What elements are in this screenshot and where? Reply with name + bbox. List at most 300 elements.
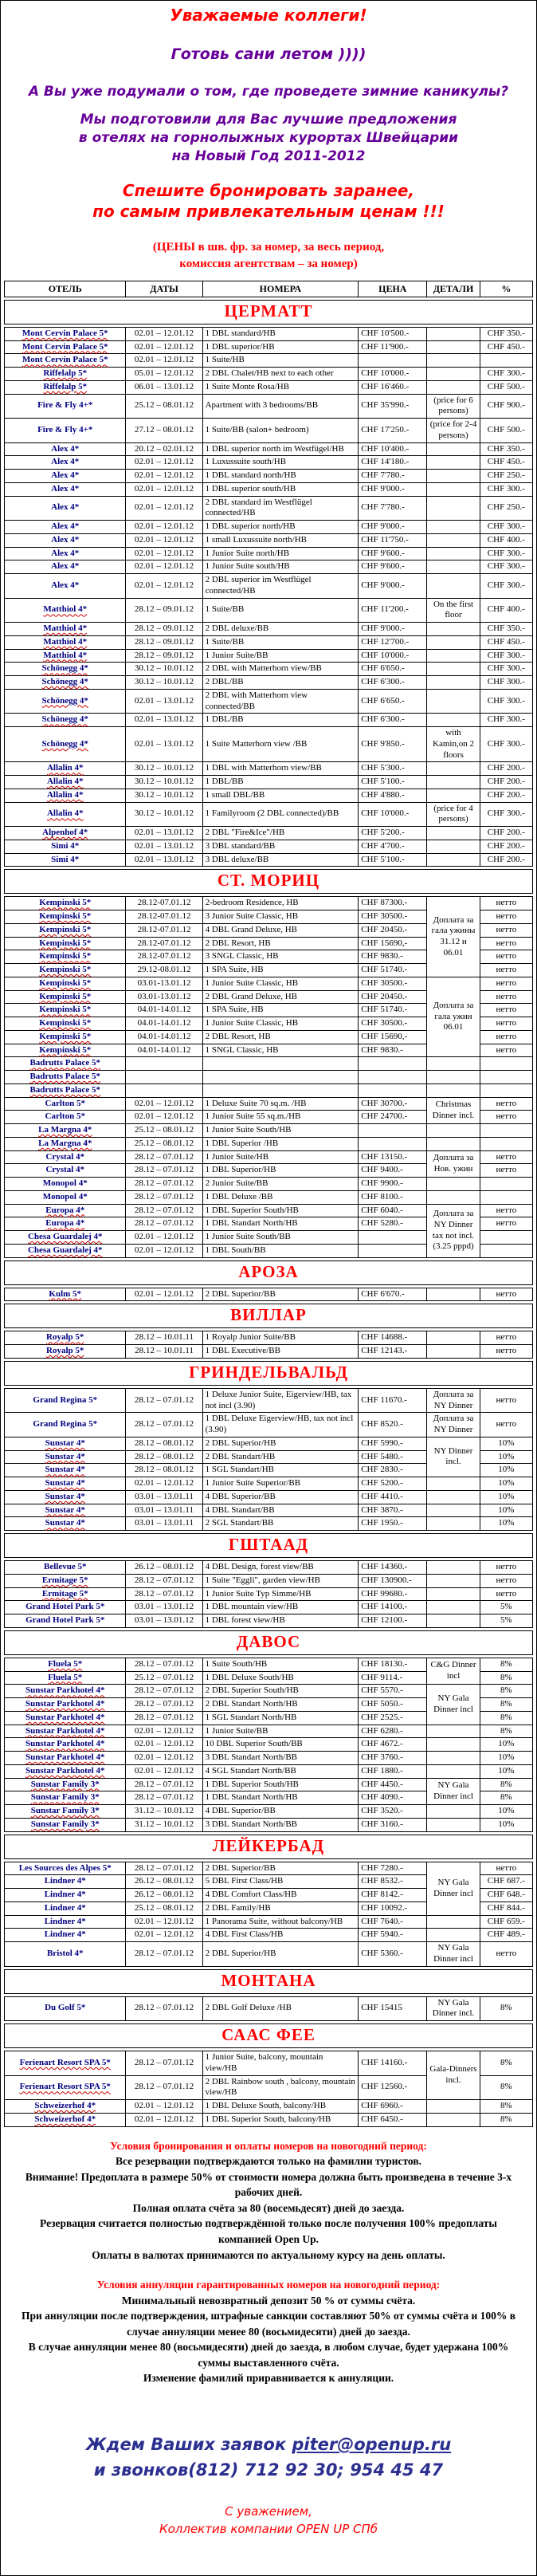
date-range: 02.01 – 13.01.12 xyxy=(126,727,202,762)
table-row xyxy=(5,482,533,496)
table-row xyxy=(5,1862,533,1875)
detail: On the first floor xyxy=(427,598,480,623)
room-type: 2 DBL deluxe/BB xyxy=(202,623,359,636)
table-row xyxy=(5,1915,533,1929)
booking-condition-line: Полная оплата счёта за 80 (восемьдесят) дней до заезда. xyxy=(132,2201,405,2214)
room-type: 3 DBL Standart North/BB xyxy=(202,1752,359,1765)
room-type: 1 DBL Superior/HB xyxy=(202,1164,359,1178)
hotel-name: Schönegg 4* xyxy=(5,663,126,676)
date-range: 25.12 – 07.01.12 xyxy=(126,1671,202,1685)
date-range: 28.12 – 07.01.12 xyxy=(126,1791,202,1805)
date-range: 25.12 – 08.01.12 xyxy=(126,1137,202,1150)
room-type: 3 DBL deluxe/BB xyxy=(202,853,359,867)
date-range: 02.01 – 13.01.12 xyxy=(126,714,202,727)
room-type: 2 Junior Suite/BB xyxy=(202,1178,359,1191)
room-type xyxy=(202,1071,359,1084)
table-row xyxy=(5,1345,533,1359)
hotel-name: Royalp 5* xyxy=(5,1345,126,1359)
price: CHF 6'300.- xyxy=(359,676,427,690)
price: CHF 9'000.- xyxy=(359,521,427,534)
price: CHF 6'650.- xyxy=(359,663,427,676)
hotel-name: Kempinski 5* xyxy=(5,977,126,990)
hotel-name: Alex 4* xyxy=(5,456,126,470)
room-type: 1 DBL superior south/HB xyxy=(202,482,359,496)
table-row xyxy=(5,1204,533,1217)
table-row xyxy=(5,1517,533,1531)
commission: нетто xyxy=(480,1587,532,1601)
commission xyxy=(480,1083,532,1097)
hotel-name: Schönegg 4* xyxy=(5,689,126,714)
commission: 8% xyxy=(480,1685,532,1698)
price: CHF 8532.- xyxy=(359,1875,427,1889)
commission: нетто xyxy=(480,990,532,1004)
detail xyxy=(427,1574,480,1587)
price: CHF 7280.- xyxy=(359,1862,427,1875)
room-type: 2 DBL Grand Deluxe, HB xyxy=(202,990,359,1004)
rates-table-montana xyxy=(4,1996,533,2022)
table-row xyxy=(5,1288,533,1301)
hotel-name: Kulm 5* xyxy=(5,1288,126,1301)
detail xyxy=(427,762,480,776)
table-row xyxy=(5,1942,533,1967)
hotel-name: Du Golf 5* xyxy=(5,1996,126,2021)
hotel-name: Crystal 4* xyxy=(5,1150,126,1164)
commission: нетто xyxy=(480,1097,532,1111)
hotel-name: Alex 4* xyxy=(5,533,126,547)
date-range: 02.01 – 12.01.12 xyxy=(126,1244,202,1257)
date-range: 02.01 – 12.01.12 xyxy=(126,1097,202,1111)
date-range xyxy=(126,1083,202,1097)
date-range: 27.12 – 08.01.12 xyxy=(126,419,202,443)
price: CHF 4090.- xyxy=(359,1791,427,1805)
hotel-name: Alex 4* xyxy=(5,470,126,483)
table-row xyxy=(5,1124,533,1138)
room-type: 1 Royalp Junior Suite/BB xyxy=(202,1331,359,1345)
date-range: 28.12 – 08.01.12 xyxy=(126,1450,202,1464)
table-row xyxy=(5,1685,533,1698)
date-range: 28.12-07.01.12 xyxy=(126,950,202,964)
price: CHF 35'990.- xyxy=(359,394,427,419)
hotel-name: Fluela 5* xyxy=(5,1658,126,1671)
hotel-name: Sunstar Parkhotel 4* xyxy=(5,1752,126,1765)
detail xyxy=(427,1057,480,1071)
table-row xyxy=(5,1587,533,1601)
commission: нетто xyxy=(480,977,532,990)
date-range: 03.01 – 13.01.11 xyxy=(126,1517,202,1531)
signoff-line-1: С уважением, xyxy=(225,2504,312,2519)
section-header-davos: ДАВОС xyxy=(4,1630,533,1655)
price-note xyxy=(1,239,536,273)
hotel-name: Lindner 4* xyxy=(5,1889,126,1902)
hotel-name: Sunstar Parkhotel 4* xyxy=(5,1764,126,1778)
table-row xyxy=(5,1996,533,2021)
commission: CHF 350.- xyxy=(480,442,532,456)
signoff-line-2: Коллектив компании OPEN UP СПб xyxy=(159,2521,378,2536)
date-range: 28.12-07.01.12 xyxy=(126,897,202,910)
column-header: % xyxy=(480,281,532,297)
table-row xyxy=(5,1614,533,1628)
room-type: 2-bedroom Residence, HB xyxy=(202,897,359,910)
commission xyxy=(480,1057,532,1071)
room-type: 2 SGL Standart/BB xyxy=(202,1517,359,1531)
price xyxy=(359,354,427,368)
date-range: 28.12 – 07.01.12 xyxy=(126,1942,202,1967)
room-type: 1 Suite "Eggli", garden view/HB xyxy=(202,1574,359,1587)
date-range: 02.01 – 12.01.12 xyxy=(126,1738,202,1752)
hotel-name: Kempinski 5* xyxy=(5,1030,126,1044)
table-row xyxy=(5,1725,533,1738)
date-range: 02.01 – 12.01.12 xyxy=(126,1111,202,1124)
commission: 8% xyxy=(480,1711,532,1725)
column-header-row xyxy=(5,281,533,297)
price: CHF 3760.- xyxy=(359,1752,427,1765)
commission: 10% xyxy=(480,1818,532,1831)
price: CHF 9'000.- xyxy=(359,574,427,599)
rates-table-st-moritz xyxy=(4,896,533,1257)
date-range: 28.12-07.01.12 xyxy=(126,923,202,937)
contact-block xyxy=(1,2432,536,2483)
table-row xyxy=(5,1601,533,1614)
commission xyxy=(480,354,532,368)
commission xyxy=(480,1190,532,1204)
room-type: 1 SGL Standart/HB xyxy=(202,1464,359,1477)
room-type: 1 Suite South/HB xyxy=(202,1658,359,1671)
date-range: 28.12 – 07.01.12 xyxy=(126,1413,202,1437)
hotel-name: Ermitage 5* xyxy=(5,1574,126,1587)
commission: нетто xyxy=(480,1217,532,1231)
hotel-name: Sunstar Parkhotel 4* xyxy=(5,1698,126,1712)
detail xyxy=(427,789,480,802)
hotel-name: Badrutts Palace 5* xyxy=(5,1057,126,1071)
date-range: 28.12 – 07.01.12 xyxy=(126,1388,202,1413)
date-range: 28.12 – 07.01.12 xyxy=(126,1217,202,1231)
date-range: 28.12 – 09.01.12 xyxy=(126,649,202,663)
hotel-name: Fire & Fly 4+* xyxy=(5,394,126,419)
spacer xyxy=(15,2263,522,2277)
hotel-name: Sunstar Parkhotel 4* xyxy=(5,1685,126,1698)
email-link[interactable]: piter@openup.ru xyxy=(292,2435,452,2454)
room-type: 1 Junior Suite Typ Simme/HB xyxy=(202,1587,359,1601)
detail: C&G Dinner incl xyxy=(427,1658,480,1685)
room-type xyxy=(202,1057,359,1071)
room-type: 1 Junior Suite Classic, HB xyxy=(202,1017,359,1031)
table-row xyxy=(5,1190,533,1204)
hotel-name: Les Sources des Alpes 5* xyxy=(5,1862,126,1875)
room-type: 2 DBL Superior/BB xyxy=(202,1862,359,1875)
price: CHF 1950.- xyxy=(359,1517,427,1531)
hotel-name: Allalin 4* xyxy=(5,802,126,827)
price: CHF 7640.- xyxy=(359,1915,427,1929)
date-range: 28.12 – 07.01.12 xyxy=(126,2051,202,2076)
room-type: 2 DBL Chalet/HB next to each other xyxy=(202,368,359,381)
contact-request-line xyxy=(1,2432,536,2458)
detail xyxy=(427,1124,480,1138)
detail xyxy=(427,676,480,690)
room-type: 2 DBL "Fire&Ice"/HB xyxy=(202,827,359,840)
detail xyxy=(427,776,480,789)
detail xyxy=(427,1517,480,1531)
date-range: 28.12 – 10.01.11 xyxy=(126,1345,202,1359)
commission: CHF 200.- xyxy=(480,853,532,867)
commission: нетто xyxy=(480,923,532,937)
commission: CHF 200.- xyxy=(480,789,532,802)
price: CHF 20450.- xyxy=(359,923,427,937)
table-row xyxy=(5,1413,533,1437)
column-header: ЦЕНА xyxy=(359,281,427,297)
hotel-name: Sunstar Parkhotel 4* xyxy=(5,1725,126,1738)
room-type: 1 Junior Suite north/HB xyxy=(202,547,359,560)
room-type: 1 Suite Matterhorn view /BB xyxy=(202,727,359,762)
room-type: 4 DBL Standart/BB xyxy=(202,1504,359,1517)
commission: CHF 350.- xyxy=(480,623,532,636)
hotel-name: Fluela 5* xyxy=(5,1671,126,1685)
commission: 10% xyxy=(480,1490,532,1504)
table-row xyxy=(5,1778,533,1791)
room-type: 1 DBL standard/HB xyxy=(202,327,359,340)
intro-line-1: Мы подготовили для Вас лучшие предложения xyxy=(80,112,457,128)
price: CHF 8100.- xyxy=(359,1190,427,1204)
price: CHF 3870.- xyxy=(359,1504,427,1517)
hotel-name: Schönegg 4* xyxy=(5,676,126,690)
detail xyxy=(427,368,480,381)
rates-table-grindelwald xyxy=(4,1388,533,1531)
detail xyxy=(427,1805,480,1819)
hotel-name: Kempinski 5* xyxy=(5,910,126,924)
booking-condition-line: Оплаты в валютах принимаются по актуальному курсу на день оплаты. xyxy=(92,2248,445,2261)
date-range: 02.01 – 13.01.12 xyxy=(126,840,202,853)
hotel-name: Kempinski 5* xyxy=(5,964,126,977)
commission: CHF 300.- xyxy=(480,663,532,676)
hurry-line-2: по самым привлекательным ценам !!! xyxy=(92,201,445,221)
detail: (price for 4 persons) xyxy=(427,802,480,827)
date-range: 30.12 – 10.01.12 xyxy=(126,762,202,776)
commission: нетто xyxy=(480,910,532,924)
room-type: 2 DBL Superior/HB xyxy=(202,1942,359,1967)
hotel-name: Sunstar 4* xyxy=(5,1437,126,1450)
detail xyxy=(427,482,480,496)
date-range: 28.12 – 07.01.12 xyxy=(126,1698,202,1712)
hotel-name: Mont Cervin Palace 5* xyxy=(5,354,126,368)
price: CHF 2525.- xyxy=(359,1711,427,1725)
hotel-name: Riffelalp 5* xyxy=(5,380,126,394)
date-range: 04.01-14.01.12 xyxy=(126,1030,202,1044)
price-note-line-2: комиссия агентствам – за номер) xyxy=(179,257,358,270)
room-type: 1 SGL Standart North/HB xyxy=(202,1711,359,1725)
detail xyxy=(427,533,480,547)
room-type: 1 DBL with Matterhorn view/BB xyxy=(202,762,359,776)
price: CHF 5050.- xyxy=(359,1698,427,1712)
commission: нетто xyxy=(480,1111,532,1124)
date-range: 28.12 – 09.01.12 xyxy=(126,635,202,649)
commission: 10% xyxy=(480,1517,532,1531)
room-type: 2 DBL Family/HB xyxy=(202,1902,359,1915)
room-type: 1 Suite/BB xyxy=(202,635,359,649)
date-range: 31.12 – 10.01.12 xyxy=(126,1805,202,1819)
commission: нетто xyxy=(480,897,532,910)
price: CHF 13150.- xyxy=(359,1150,427,1164)
commission: CHF 300.- xyxy=(480,368,532,381)
room-type: 1 Junior Suite Classic, HB xyxy=(202,977,359,990)
detail xyxy=(427,840,480,853)
greeting-heading: Уважаемые коллеги! xyxy=(170,6,367,25)
column-header: ДЕТАЛИ xyxy=(427,281,480,297)
price: CHF 15690,- xyxy=(359,937,427,950)
table-row xyxy=(5,327,533,340)
commission: CHF 300.- xyxy=(480,574,532,599)
date-range: 02.01 – 12.01.12 xyxy=(126,1477,202,1491)
price: CHF 8520.- xyxy=(359,1413,427,1437)
price: CHF 5570.- xyxy=(359,1685,427,1698)
room-type: 3 DBL standard/BB xyxy=(202,840,359,853)
date-range: 02.01 – 12.01.12 xyxy=(126,1231,202,1245)
date-range: 02.01 – 12.01.12 xyxy=(126,1764,202,1778)
section-header-gstaad: ГШТААД xyxy=(4,1533,533,1558)
room-type: 4 DBL Grand Deluxe, HB xyxy=(202,923,359,937)
room-type: 10 DBL Superior South/BB xyxy=(202,1738,359,1752)
room-type: 1 DBL Standart North/HB xyxy=(202,1217,359,1231)
room-type: 2 DBL Standart North/HB xyxy=(202,1698,359,1712)
detail xyxy=(427,1083,480,1097)
price: CHF 6280.- xyxy=(359,1725,427,1738)
hotel-name: Matthiol 4* xyxy=(5,623,126,636)
detail xyxy=(427,327,480,340)
table-row xyxy=(5,340,533,354)
date-range: 28.12 – 07.01.12 xyxy=(126,1204,202,1217)
room-type: 1 DBL Superior South, balcony/HB xyxy=(202,2113,359,2126)
commission: CHF 500.- xyxy=(480,380,532,394)
commission: 10% xyxy=(480,1450,532,1464)
section-header-montana: МОНТАНА xyxy=(4,1969,533,1994)
hotel-name: Alex 4* xyxy=(5,442,126,456)
hotel-name: Allalin 4* xyxy=(5,776,126,789)
commission xyxy=(480,1231,532,1245)
detail: Доплата за NY Dinner xyxy=(427,1413,480,1437)
room-type: 3 DBL Standart North/BB xyxy=(202,1818,359,1831)
room-type: 1 SPA Suite, HB xyxy=(202,964,359,977)
hotel-name: Monopol 4* xyxy=(5,1190,126,1204)
commission: CHF 300.- xyxy=(480,802,532,827)
table-row xyxy=(5,368,533,381)
detail xyxy=(427,1477,480,1491)
room-type: 1 DBL Superior South/HB xyxy=(202,1778,359,1791)
commission: CHF 300.- xyxy=(480,649,532,663)
room-type: 1 SPA Suite, HB xyxy=(202,1004,359,1017)
rates-table-header xyxy=(4,281,533,297)
detail xyxy=(427,663,480,676)
commission: CHF 300.- xyxy=(480,547,532,560)
room-type: 2 DBL Resort, HB xyxy=(202,937,359,950)
detail: Доплата за гала ужины 31.12 и 06.01 xyxy=(427,897,480,977)
hotel-name: Sunstar 4* xyxy=(5,1450,126,1464)
table-row xyxy=(5,1504,533,1517)
price: CHF 51740.- xyxy=(359,1004,427,1017)
hotel-name: Alex 4* xyxy=(5,560,126,574)
table-row xyxy=(5,380,533,394)
price: CHF 9'000.- xyxy=(359,482,427,496)
detail xyxy=(427,649,480,663)
commission xyxy=(480,1244,532,1257)
price: CHF 24700.- xyxy=(359,1111,427,1124)
price xyxy=(359,1231,427,1245)
commission: нетто xyxy=(480,1862,532,1875)
detail xyxy=(427,1738,480,1752)
room-type: 2 DBL Superior/HB xyxy=(202,1437,359,1450)
table-row xyxy=(5,1752,533,1765)
section-header-villars: ВИЛЛАР xyxy=(4,1304,533,1328)
detail: Christmas Dinner incl. xyxy=(427,1097,480,1124)
room-type: 1 Luxussuite south/HB xyxy=(202,456,359,470)
date-range: 02.01 – 12.01.12 xyxy=(126,2100,202,2114)
date-range: 28.12 – 07.01.12 xyxy=(126,1587,202,1601)
intro-line-2: в отелях на горнолыжных курортах Швейцарии xyxy=(78,129,459,146)
room-type: 1 DBL superior north im Westfügel/HB xyxy=(202,442,359,456)
commission: 8% xyxy=(480,1658,532,1671)
detail: NY Gala Dinner incl xyxy=(427,1685,480,1725)
price: CHF 4450.- xyxy=(359,1778,427,1791)
detail xyxy=(427,853,480,867)
table-row xyxy=(5,776,533,789)
table-row xyxy=(5,762,533,776)
room-type: 1 Deluxe Junior Suite, Eigerview/HB, tax not incl (3.90) xyxy=(202,1388,359,1413)
table-row xyxy=(5,598,533,623)
date-range: 02.01 – 12.01.12 xyxy=(126,470,202,483)
table-row xyxy=(5,1818,533,1831)
table-row xyxy=(5,714,533,727)
date-range: 02.01 – 12.01.12 xyxy=(126,1929,202,1942)
commission: CHF 250.- xyxy=(480,470,532,483)
room-type: 1 Junior Suite, balcony, mountain view/HB xyxy=(202,2051,359,2076)
date-range: 26.12 – 08.01.12 xyxy=(126,1875,202,1889)
hotel-name: Kempinski 5* xyxy=(5,897,126,910)
date-range: 02.01 – 13.01.12 xyxy=(126,689,202,714)
cancellation-conditions-title: Условия аннуляции гарантированных номеров на новогодний период: xyxy=(96,2279,441,2291)
commission: 8% xyxy=(480,1671,532,1685)
price: CHF 18130.- xyxy=(359,1658,427,1671)
room-type: 1 Suite Monte Rosa/HB xyxy=(202,380,359,394)
hotel-name: Grand Hotel Park 5* xyxy=(5,1614,126,1628)
commission: 8% xyxy=(480,2113,532,2126)
hotel-name: Carlton 5* xyxy=(5,1097,126,1111)
table-row xyxy=(5,1137,533,1150)
date-range: 28.12 – 07.01.12 xyxy=(126,1190,202,1204)
date-range: 26.12 – 08.01.12 xyxy=(126,1561,202,1575)
hotel-name: Kempinski 5* xyxy=(5,950,126,964)
room-type: 1 Panorama Suite, without balcony/HB xyxy=(202,1915,359,1929)
table-row xyxy=(5,456,533,470)
price: CHF 9'600.- xyxy=(359,560,427,574)
commission: CHF 300.- xyxy=(480,482,532,496)
price: CHF 5280.- xyxy=(359,1217,427,1231)
price: CHF 130900.- xyxy=(359,1574,427,1587)
price: CHF 4'700.- xyxy=(359,840,427,853)
table-row xyxy=(5,1805,533,1819)
commission: 10% xyxy=(480,1805,532,1819)
room-type: 1 DBL Superior /HB xyxy=(202,1137,359,1150)
hotel-name: Kempinski 5* xyxy=(5,937,126,950)
room-type: 1 DBL Standart North/HB xyxy=(202,1791,359,1805)
room-type: 1 Deluxe Suite 70 sq.m. /HB xyxy=(202,1097,359,1111)
room-type: 2 DBL superior im Westflügel connected/HB xyxy=(202,574,359,599)
table-row xyxy=(5,977,533,990)
price xyxy=(359,1124,427,1138)
room-type: Apartment with 3 bedrooms/BB xyxy=(202,394,359,419)
hotel-name: Kempinski 5* xyxy=(5,990,126,1004)
hotel-name: Schweizerhof 4* xyxy=(5,2100,126,2114)
contact-request-prefix: Ждем Ваших заявок xyxy=(85,2435,292,2454)
detail xyxy=(427,560,480,574)
hotel-name: Sunstar Family 3* xyxy=(5,1778,126,1791)
room-type: 1 Suite/HB xyxy=(202,354,359,368)
